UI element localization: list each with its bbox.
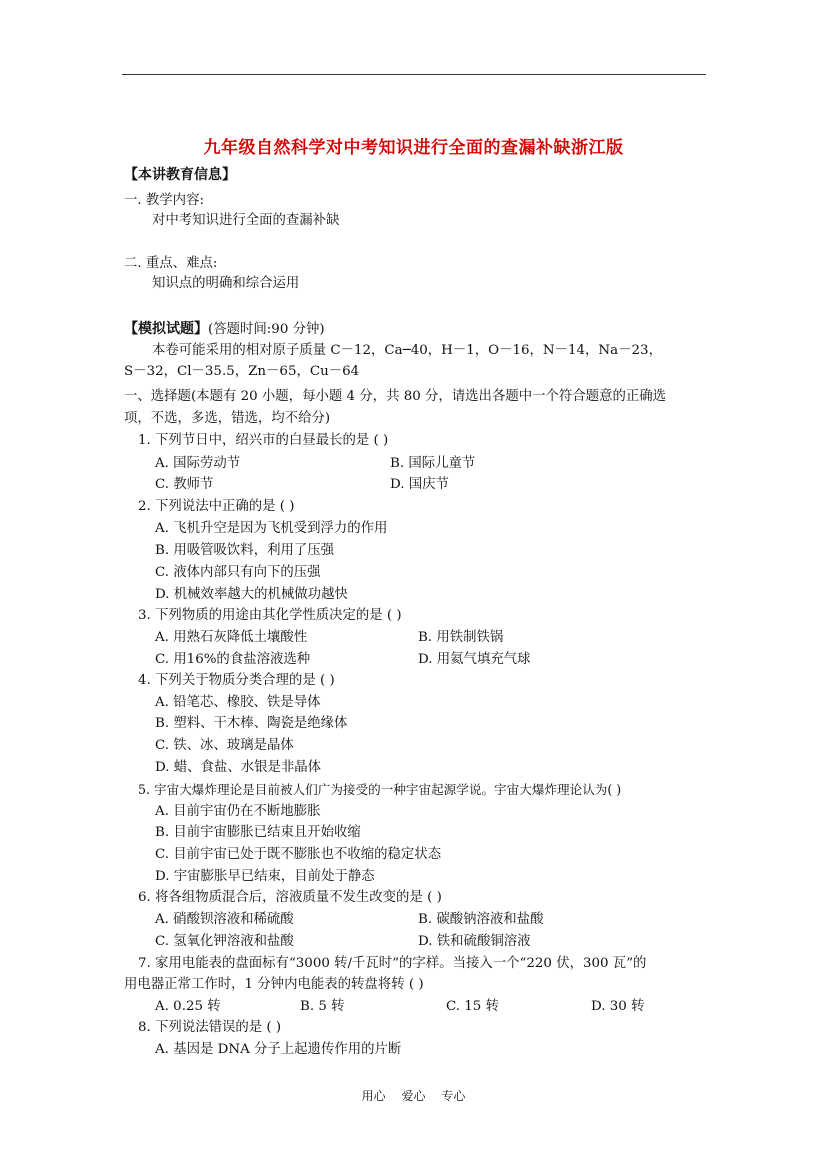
mock-heading: 【模拟试题】 [124,321,208,337]
question-2: 2. 下列说法中正确的是 ( ) [138,499,295,514]
option-b: B. 国际儿童节 [390,456,476,471]
atom-mass-line: 本卷可能采用的相对原子质量 C－12，Ca─40，H－1，O－16，N－14，Na－23， [152,343,662,358]
page-title: 九年级自然科学对中考知识进行全面的查漏补缺浙江版 [203,138,624,158]
option-c: C. 教师节 [155,477,214,492]
choice-intro: 一、选择题(本题有 20 小题，每小题 4 分，共 80 分，请选出各题中一个符合题意的正确选 [124,389,667,404]
option-b: B. 目前宇宙膨胀已结束且开始收缩 [155,825,361,840]
option-a: A. 用熟石灰降低土壤酸性 [155,630,308,645]
option-c: C. 用16%的食盐溶液选种 [155,652,311,667]
option-d: D. 30 转 [591,999,645,1014]
question-1: 1. 下列节日中，绍兴市的白昼最长的是 ( ) [138,433,389,448]
page-footer [0,1087,827,1104]
section-label: 一. 教学内容: [124,193,204,208]
question-3: 3. 下列物质的用途由其化学性质决定的是 ( ) [138,608,402,623]
option-d: D. 铁和硫酸铜溶液 [418,934,531,949]
question-7: 7. 家用电能表的盘面标有“3000 转/千瓦时”的字样。当接入一个“220 伏，300 瓦”的 [138,956,647,971]
option-c: C. 氢氧化钾溶液和盐酸 [155,934,294,949]
option-d: D. 蜡、食盐、水银是非晶体 [155,760,322,775]
option-a: A. 基因是 DNA 分子上起遗传作用的片断 [155,1042,402,1057]
option-a: A. 0.25 转 [155,999,221,1014]
question-6: 6. 将各组物质混合后，溶液质量不发生改变的是 ( ) [138,890,442,905]
mock-time: (答题时间:90 分钟) [208,322,325,337]
question-4: 4. 下列关于物质分类合理的是 ( ) [138,673,335,688]
footer-word: 爱心 [401,1089,426,1103]
option-c: C. 液体内部只有向下的压强 [155,565,321,580]
header-rule [122,74,706,75]
question-5: 5. 宇宙大爆炸理论是目前被人们广为接受的一种宇宙起源学说。宇宙大爆炸理论认为( ) [138,782,622,797]
choice-intro: 项，不选，多选，错选，均不给分) [124,411,331,426]
option-b: B. 5 转 [300,999,345,1014]
option-a: A. 国际劳动节 [155,456,241,471]
section-text: 知识点的明确和综合运用 [152,276,300,291]
question-8: 8. 下列说法错误的是 ( ) [138,1020,282,1035]
option-d: D. 宇宙膨胀早已结束，目前处于静态 [155,869,375,884]
section-text: 对中考知识进行全面的查漏补缺 [152,213,340,228]
option-c: C. 铁、冰、玻璃是晶体 [155,738,294,753]
option-a: A. 铅笔芯、橡胶、铁是导体 [155,695,321,710]
option-b: B. 用铁制铁锅 [418,630,504,645]
option-b: B. 碳酸钠溶液和盐酸 [418,912,544,927]
option-c: C. 目前宇宙已处于既不膨胀也不收缩的稳定状态 [155,847,442,862]
footer-word: 用心 [361,1089,386,1103]
option-a: A. 飞机升空是因为飞机受到浮力的作用 [155,521,388,536]
info-heading: 【本讲教育信息】 [124,167,236,183]
option-a: A. 目前宇宙仍在不断地膨胀 [155,804,321,819]
option-d: D. 用氦气填充气球 [418,652,531,667]
option-d: D. 国庆节 [390,477,449,492]
option-c: C. 15 转 [446,999,499,1014]
option-b: B. 塑料、干木棒、陶瓷是绝缘体 [155,716,348,731]
section-label: 二. 重点、难点: [124,256,218,271]
atom-mass-line: S－32，Cl－35.5，Zn－65，Cu－64 [124,364,360,379]
option-b: B. 用吸管吸饮料，利用了压强 [155,543,335,558]
option-d: D. 机械效率越大的机械做功越快 [155,587,348,602]
option-a: A. 硝酸钡溶液和稀硫酸 [155,912,294,927]
footer-word: 专心 [441,1089,466,1103]
question-7-continued: 用电器正常工作时，1 分钟内电能表的转盘将转 ( ) [124,977,424,992]
